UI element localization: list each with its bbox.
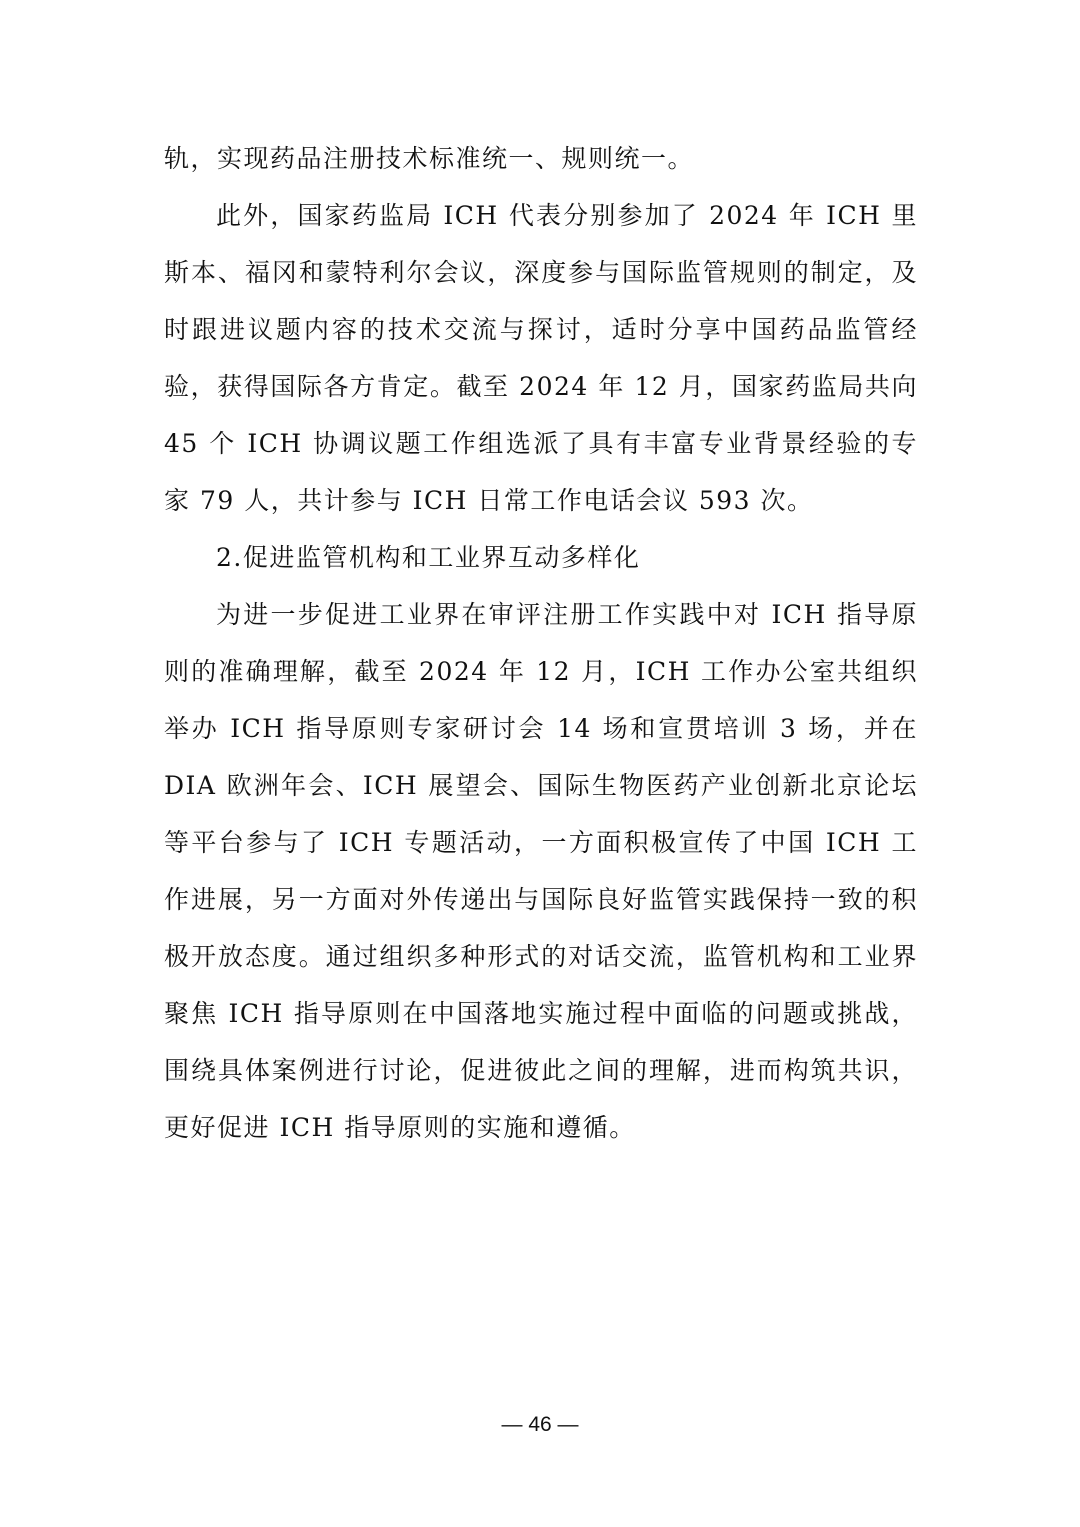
section-heading: 2.促进监管机构和工业界互动多样化 (216, 543, 641, 572)
page-number: — 46 — (501, 1413, 579, 1436)
paragraph-industry-interaction: 为进一步促进工业界在审评注册工作实践中对 ICH 指导原则的准确理解，截至 2024 年 12 月，ICH 工作办公室共组织举办 ICH 指导原则专家研讨会 14 场和宣贯培训 3 场，并在 DIA 欧洲年会、ICH 展望会、国际生物医药产业创新北京论坛等平台参与了 ICH 专题活动，一方面积极宣传了中国 ICH 工作进展，另一方面对外传递出与国际良好监管实践保持一致的积极开放态度。通过组织多种形式的对话交流，监管机构和工业界聚焦 ICH 指导原则在中国落地实施过程中面临的问题或挑战，围绕具体案例进行讨论，促进彼此之间的理解，进而构筑共识，更好促进 ICH 指导原则的实施和遵循。 (164, 600, 918, 1142)
paragraph-ich-meetings: 此外，国家药监局 ICH 代表分别参加了 2024 年 ICH 里斯本、福冈和蒙特利尔会议，深度参与国际监管规则的制定，及时跟进议题内容的技术交流与探讨，适时分享中国药品监管经验，获得国际各方肯定。截至 2024 年 12 月，国家药监局共向 45 个 ICH 协调议题工作组选派了具有丰富专业背景经验的专家 79 人，共计参与 ICH 日常工作电话会议 593 次。 (164, 201, 918, 515)
paragraph-continuation: 轨，实现药品注册技术标准统一、规则统一。 (164, 144, 695, 173)
body-text (164, 130, 918, 1156)
